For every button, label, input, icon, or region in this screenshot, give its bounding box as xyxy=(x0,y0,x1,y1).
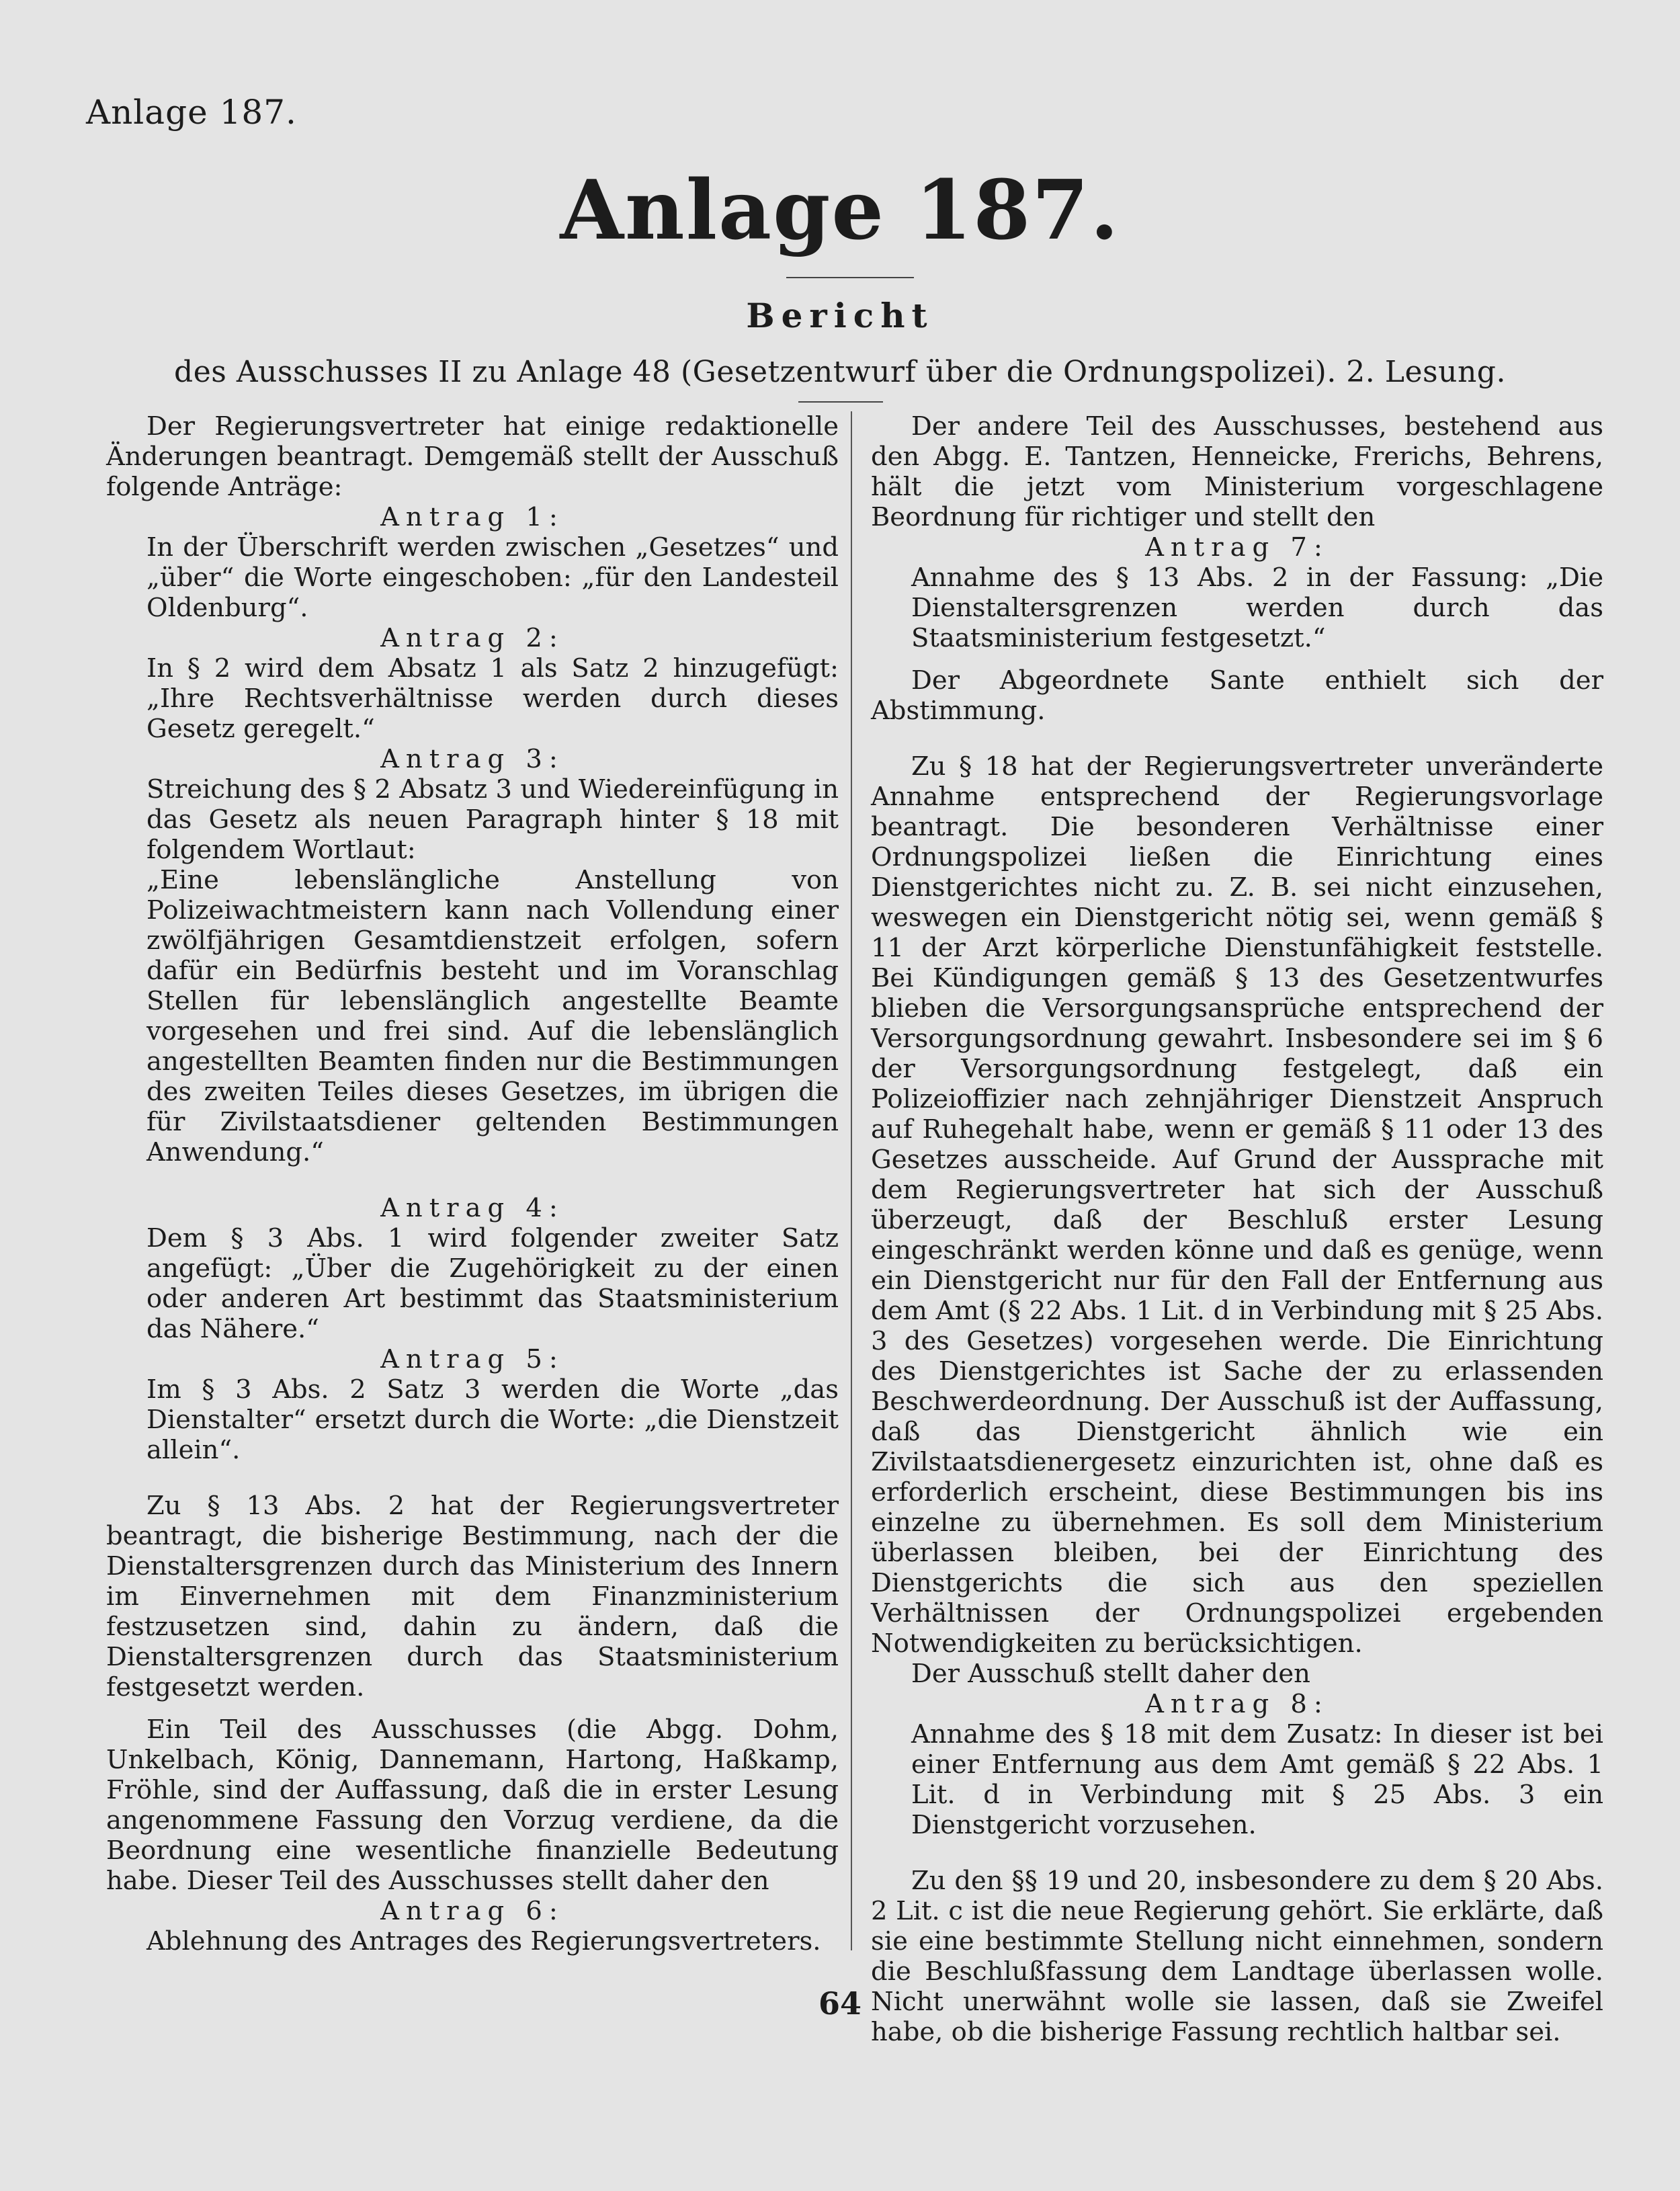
antrag-1-heading: Antrag 1: xyxy=(380,502,564,532)
antrag-3-quote: „Eine lebenslängliche Anstellung von Polizeiwachtmeistern kann nach Vollendung einer zwölfjährigen Gesamtdienstzeit erfolgen, sofern dafür ein Bedürfnis besteht und im Voranschlag Stellen für lebenslänglich angestellte Beamte vorgesehen und frei sind. Auf die lebenslänglich angestellten Beamten finden nur die Bestimmungen des zweiten Teiles dieses Gesetzes, im übrigen die für Zivilstaatsdiener geltenden Bestimmungen Anwendung.“ xyxy=(146,865,839,1167)
antrag-6-heading: Antrag 6: xyxy=(380,1896,564,1926)
antrag-2-heading: Antrag 2: xyxy=(380,623,564,653)
page-number: 64 xyxy=(818,1985,862,2022)
paragraph-other-part: Der andere Teil des Ausschusses, bestehend aus den Abgg. E. Tantzen, Henneicke, Frerichs, Behrens, hält die jetzt vom Ministerium vorgeschlagene Beordnung für richtiger und stellt den xyxy=(871,411,1603,532)
intro-paragraph: Der Regierungsvertreter hat einige redaktionelle Änderungen beantragt. Demgemäß stellt der Ausschuß folgende Anträge: xyxy=(106,411,839,502)
antrag-2-text: In § 2 wird dem Absatz 1 als Satz 2 hinzugefügt: „Ihre Rechtsverhältnisse werden durch dieses Gesetz geregelt.“ xyxy=(146,653,839,744)
antrag-4-heading: Antrag 4: xyxy=(380,1193,564,1223)
running-header: Anlage 187. xyxy=(86,93,297,132)
antrag-7-heading: Antrag 7: xyxy=(1145,532,1329,563)
antrag-7-text: Annahme des § 13 Abs. 2 in der Fassung: „Die Dienstaltersgrenzen werden durch das Staatsministerium festgesetzt.“ xyxy=(911,563,1603,653)
paragraph-abstention: Der Abgeordnete Sante enthielt sich der Abstimmung. xyxy=(871,665,1603,726)
paragraph-19-20: Zu den §§ 19 und 20, insbesondere zu dem § 20 Abs. 2 Lit. c ist die neue Regierung gehört. Sie erklärte, daß sie eine bestimmte Stellung nicht einnehmen, sondern die Beschlußfassung dem Landtage überlassen wolle. Nicht unerwähnt wolle sie lassen, daß sie Zweifel habe, ob die bisherige Fassung rechtlich haltbar sei. xyxy=(871,1866,1603,2047)
paragraph-13: Zu § 13 Abs. 2 hat der Regierungsvertreter beantragt, die bisherige Bestimmung, nach der die Dienstaltersgrenzen durch das Ministerium des Innern im Einvernehmen mit dem Finanzministerium festzusetzen sind, dahin zu ändern, daß die Dienstaltersgrenzen durch das Staatsministerium festgesetzt werden. xyxy=(106,1491,839,1702)
antrag-4-text: Dem § 3 Abs. 1 wird folgender zweiter Satz angefügt: „Über die Zugehörigkeit zu der einen oder anderen Art bestimmt das Staatsministerium das Nähere.“ xyxy=(146,1223,839,1344)
paragraph-committee-part: Ein Teil des Ausschusses (die Abgg. Dohm, Unkelbach, König, Dannemann, Hartong, Haßkamp, Fröhle, sind der Auffassung, daß die in erster Lesung angenommene Fassung den Vorzug verdiene, da die Beordnung eine wesentliche finanzielle Bedeutung habe. Dieser Teil des Ausschusses stellt daher den xyxy=(106,1714,839,1896)
page-title: Anlage 187. xyxy=(560,161,1120,258)
paragraph-therefore: Der Ausschuß stellt daher den xyxy=(911,1659,1310,1689)
report-subtitle: des Ausschusses II zu Anlage 48 (Gesetzentwurf über die Ordnungspolizei). 2. Lesung. xyxy=(174,355,1506,389)
antrag-3-text: Streichung des § 2 Absatz 3 und Wiedereinfügung in das Gesetz als neuen Paragraph hinter § 18 mit folgendem Wortlaut: xyxy=(146,774,839,865)
report-title: Bericht xyxy=(746,296,934,335)
title-divider xyxy=(786,277,914,278)
right-column xyxy=(871,411,1603,2047)
left-column xyxy=(106,411,839,1956)
antrag-8-text: Annahme des § 18 mit dem Zusatz: In dieser ist bei einer Entfernung aus dem Amt gemäß § 22 Abs. 1 Lit. d in Verbindung mit § 25 Abs. 3 ein Dienstgericht vorzusehen. xyxy=(911,1719,1603,1840)
antrag-8-heading: Antrag 8: xyxy=(1145,1689,1329,1719)
antrag-6-text: Ablehnung des Antrages des Regierungsvertreters. xyxy=(146,1926,821,1956)
antrag-5-text: Im § 3 Abs. 2 Satz 3 werden die Worte „das Dienstalter“ ersetzt durch die Worte: „die Dienstzeit allein“. xyxy=(146,1374,839,1465)
antrag-5-heading: Antrag 5: xyxy=(380,1344,564,1374)
antrag-1-text: In der Überschrift werden zwischen „Gesetzes“ und „über“ die Worte eingeschoben: „für den Landesteil Oldenburg“. xyxy=(146,532,839,623)
antrag-3-heading: Antrag 3: xyxy=(380,744,564,774)
subtitle-divider xyxy=(798,401,883,403)
column-divider xyxy=(851,411,852,1950)
paragraph-18: Zu § 18 hat der Regierungsvertreter unveränderte Annahme entsprechend der Regierungsvorlage beantragt. Die besonderen Verhältnisse einer Ordnungspolizei ließen die Einrichtung eines Dienstgerichtes nicht zu. Z. B. sei nicht einzusehen, weswegen ein Dienstgericht nötig sei, wenn gemäß § 11 der Arzt körperliche Dienstunfähigkeit feststelle. Bei Kündigungen gemäß § 13 des Gesetzentwurfes blieben die Versorgungsansprüche entsprechend der Versorgungsordnung gewahrt. Insbesondere sei im § 6 der Versorgungsordnung festgelegt, daß ein Polizeioffizier nach zehnjähriger Dienstzeit Anspruch auf Ruhegehalt habe, wenn er gemäß § 11 oder 13 des Gesetzes ausscheide. Auf Grund der Aussprache mit dem Regierungsvertreter hat sich der Ausschuß überzeugt, daß der Beschluß erster Lesung eingeschränkt werden könne und daß es genüge, wenn ein Dienstgericht nur für den Fall der Entfernung aus dem Amt (§ 22 Abs. 1 Lit. d in Verbindung mit § 25 Abs. 3 des Gesetzes) vorgesehen werde. Die Einrichtung des Dienstgerichtes ist Sache der zu erlassenden Beschwerdeordnung. Der Ausschuß ist der Auffassung, daß das Dienstgericht ähnlich wie ein Zivilstaatsdienergesetz einzurichten ist, ohne daß es erforderlich erscheint, diese Bestimmungen bis ins einzelne zu übernehmen. Es soll dem Ministerium überlassen bleiben, bei der Einrichtung des Dienstgerichts die sich aus den speziellen Verhältnissen der Ordnungspolizei ergebenden Notwendigkeiten zu berücksichtigen. xyxy=(871,751,1603,1659)
